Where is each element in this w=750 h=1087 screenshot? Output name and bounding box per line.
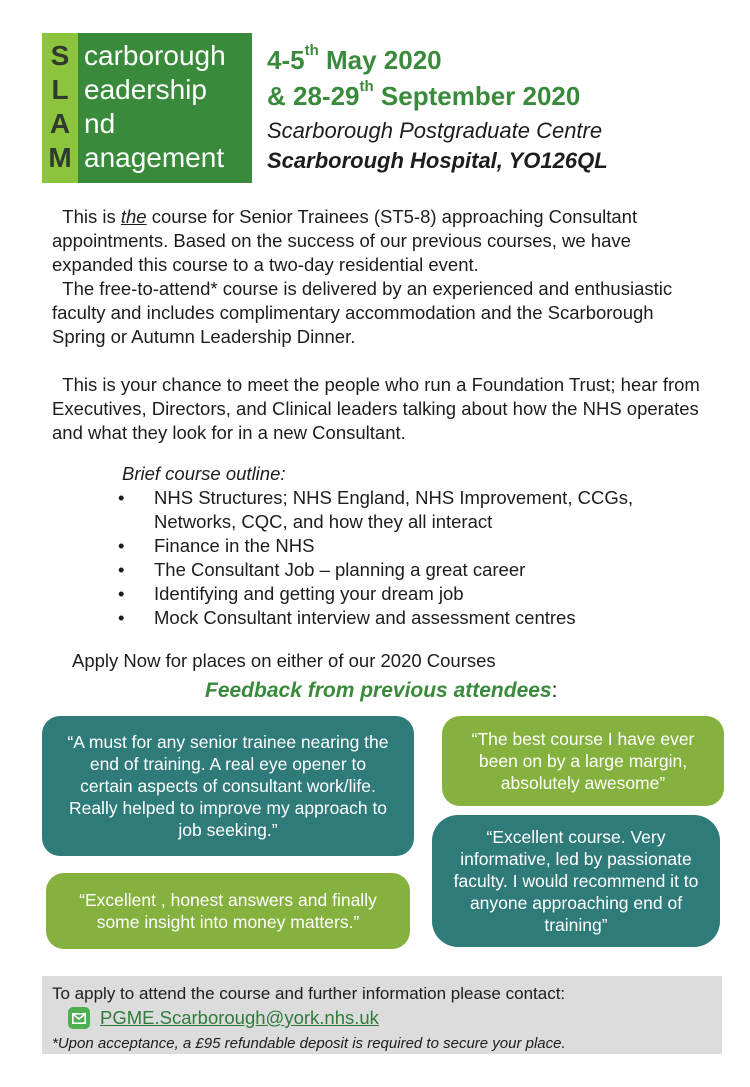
- intro-text-run: This is: [62, 206, 121, 227]
- list-item: [118, 606, 674, 630]
- intro-paragraph-3: [52, 373, 712, 445]
- testimonial-text: “The best course I have ever been on by a large margin, absolutely awesome”: [471, 729, 695, 793]
- deposit-note: *Upon acceptance, a £95 refundable deposit is required to secure your place.: [52, 1035, 566, 1052]
- testimonial-bubble: [46, 873, 410, 949]
- testimonial-bubble: [442, 716, 724, 806]
- logo-letter: L: [51, 74, 69, 105]
- list-item: [118, 582, 674, 606]
- list-item: [118, 486, 674, 534]
- intro-paragraph-1: [52, 205, 712, 277]
- email-link[interactable]: PGME.Scarborough@york.nhs.uk: [100, 1007, 379, 1028]
- bullet-icon: •: [118, 487, 125, 508]
- logo-word: eadership: [84, 74, 207, 105]
- date-ordinal: th: [304, 42, 319, 59]
- testimonial-text: “Excellent , honest answers and finally some insight into money matters.”: [79, 890, 377, 932]
- slam-logo: [42, 33, 252, 183]
- testimonial-bubble: [432, 815, 720, 947]
- contact-box: [42, 976, 722, 1054]
- bullet-icon: •: [118, 535, 125, 556]
- intro-paragraph-2: [52, 277, 712, 349]
- testimonial-text: “Excellent course. Very informative, led by passionate faculty. I would recommend it to anyone approaching end of training”: [453, 827, 699, 935]
- list-item: [118, 558, 674, 582]
- logo-letter: S: [50, 40, 70, 71]
- intro-text-run: course for Senior Trainees (ST5-8) approaching Consultant appointments. Based on the success of our previous courses, we have expanded this course to a two-day residential event.: [52, 206, 638, 275]
- logo-word: carborough: [84, 40, 226, 71]
- intro-text-run: The free-to-attend* course is delivered by an experienced and enthusiastic faculty and includes complimentary accommodation and the Scarborough Spring or Autumn Leadership Dinner.: [52, 278, 673, 347]
- venue: [267, 116, 608, 176]
- date-ordinal: th: [359, 78, 374, 95]
- testimonial-text: “A must for any senior trainee nearing the end of training. A real eye opener to certain aspects of consultant work/life. Really helped to improve my approach to job seeking.”: [67, 732, 389, 840]
- contact-instructions: To apply to attend the course and further information please contact:: [52, 984, 566, 1003]
- list-item-text: NHS Structures; NHS England, NHS Improvement, CCGs, Networks, CQC, and how they all interact: [154, 487, 634, 532]
- feedback-heading-colon: :: [551, 679, 558, 702]
- bullet-icon: •: [118, 583, 125, 604]
- course-dates: [267, 42, 580, 114]
- intro-emphasis: the: [120, 206, 147, 227]
- course-outline: [118, 462, 678, 630]
- outline-title: Brief course outline:: [122, 463, 286, 484]
- date-september: [267, 78, 580, 114]
- logo-letter: A: [49, 108, 71, 139]
- bullet-icon: •: [118, 607, 125, 628]
- list-item: [118, 534, 674, 558]
- logo-initials: [42, 33, 78, 183]
- feedback-heading-text: Feedback from previous attendees: [205, 679, 552, 702]
- date-text: May 2020: [318, 45, 442, 75]
- date-may: [267, 42, 580, 78]
- logo-letter: M: [48, 142, 72, 173]
- outline-list: [118, 486, 674, 630]
- date-text: 4-5: [267, 45, 305, 75]
- list-item-text: Mock Consultant interview and assessment centres: [154, 607, 576, 628]
- intro-text-run: This is your chance to meet the people who run a Foundation Trust; hear from Executives, Directors, and Clinical leaders talking about how the NHS operates and what they look for in a new Consultant.: [52, 374, 700, 443]
- list-item-text: Identifying and getting your dream job: [154, 583, 464, 604]
- logo-word: nd: [84, 108, 116, 139]
- venue-hospital: Scarborough Hospital, YO126QL: [267, 148, 608, 173]
- date-text: September 2020: [373, 81, 581, 111]
- logo-words: [78, 33, 226, 183]
- list-item-text: The Consultant Job – planning a great career: [154, 559, 526, 580]
- mail-icon: [68, 1007, 90, 1029]
- feedback-heading: [205, 679, 557, 703]
- apply-now-text: Apply Now for places on either of our 2020 Courses: [72, 650, 496, 671]
- email-row: [68, 1007, 712, 1029]
- date-text: & 28-29: [267, 81, 360, 111]
- intro-text: [52, 205, 712, 445]
- logo-word: anagement: [84, 142, 225, 173]
- list-item-text: Finance in the NHS: [154, 535, 315, 556]
- testimonial-bubble: [42, 716, 414, 856]
- venue-centre: Scarborough Postgraduate Centre: [267, 118, 603, 143]
- bullet-icon: •: [118, 559, 125, 580]
